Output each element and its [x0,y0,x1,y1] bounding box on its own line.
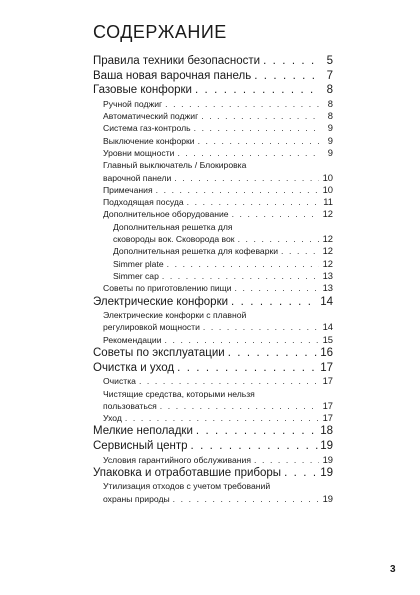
dot-leader [201,110,319,122]
toc-entry[interactable] [93,69,333,84]
toc-entry-page: 14 [320,295,333,308]
toc-entry[interactable] [93,375,333,387]
toc-entry-label-line: Чистящие средства, которыми нельзя [103,388,255,399]
toc-entry-label: Рекомендации [103,334,162,345]
dot-leader [203,321,319,333]
toc-entry-label: Автоматический поджиг [103,111,199,122]
toc-entry-page: 15 [322,333,333,345]
toc-entry-label: Упаковка и отработавшие приборы [93,466,282,479]
dot-leader [165,334,319,346]
toc-entry-label: Мелкие неполадки [93,425,193,438]
dot-leader [196,424,318,439]
dot-leader [263,54,319,69]
toc-entry[interactable] [93,122,333,134]
dot-leader [235,282,319,294]
toc-entry-page: 8 [326,84,333,97]
page-number: 3 [390,564,396,575]
dot-leader [190,439,318,454]
toc-entry[interactable] [93,258,333,270]
toc-entry-page: 9 [327,134,333,146]
toc-entry-label-line: Дополнительная решетка для [113,221,233,232]
toc-entry-page: 19 [322,453,333,465]
toc-entry-page: 12 [322,245,333,257]
dot-leader [284,466,318,481]
dot-leader [173,493,319,505]
toc-entry[interactable] [93,196,333,208]
toc-entry[interactable] [93,233,333,245]
toc-entry-label: Simmer plate [113,258,164,269]
toc-entry[interactable] [93,412,333,424]
dot-leader [194,122,319,134]
toc-entry-label: Ручной поджиг [103,98,163,109]
toc-entry-label: Система газ-контроль [103,123,191,134]
toc-entry-label: регулировкой мощности [103,322,200,333]
toc-entry-page: 16 [320,347,333,360]
toc-entry-page: 19 [320,466,333,479]
toc-entry[interactable] [93,346,333,361]
toc-entry[interactable] [93,321,333,333]
dot-leader [254,69,319,84]
toc-entry-page: 12 [322,257,333,269]
toc-entry-page: 12 [322,208,333,220]
toc-entry-label: Уровни мощности [103,147,175,158]
toc-entry-page: 13 [322,269,333,281]
toc-entry[interactable] [93,83,333,98]
toc-entry-label: Примечания [103,184,153,195]
dot-leader [165,98,319,110]
toc-entry-label: Simmer cap [113,270,159,281]
toc-entry[interactable] [93,466,333,481]
toc-entry-page: 10 [322,183,333,195]
toc-entry-page: 13 [322,282,333,294]
toc-entry[interactable] [93,400,333,412]
toc-entry-label: Дополнительная решетка для кофеварки [113,246,279,257]
dot-leader [177,147,319,159]
toc-entry-page: 19 [320,439,333,452]
toc-entry-page: 17 [322,412,333,424]
toc-entry-label: пользоваться [103,400,157,411]
toc-entry[interactable] [93,282,333,294]
toc-entry[interactable] [93,135,333,147]
dot-leader [162,270,319,282]
toc-entry-label: сковороды вок. Сковорода вок [113,234,235,245]
toc-entry[interactable] [93,245,333,257]
toc-entry[interactable] [93,454,333,466]
toc-entry[interactable] [93,270,333,282]
toc-entry[interactable] [93,147,333,159]
toc-entry-page: 14 [322,321,333,333]
toc-entry[interactable] [93,334,333,346]
toc-entry-page: 17 [322,399,333,411]
dot-leader [125,412,319,424]
toc-entry-label: Очистка и уход [93,361,175,374]
toc-entry-page: 5 [326,55,333,67]
dot-leader [187,196,319,208]
toc-entry-page: 8 [327,110,333,122]
toc-entry-label: Сервисный центр [93,439,188,452]
dot-leader [160,400,319,412]
toc-entry-page: 18 [320,425,333,438]
table-of-contents [93,54,333,505]
toc-entry-page: 9 [327,122,333,134]
toc-entry-label: Выключение конфорки [103,135,195,146]
toc-entry[interactable] [93,493,333,505]
toc-entry-label: Электрические конфорки [93,295,229,308]
dot-leader [174,172,319,184]
toc-entry[interactable] [93,361,333,376]
toc-entry-label: Правила техники безопасности [93,55,261,67]
toc-entry[interactable] [93,110,333,122]
toc-entry-label: Советы по эксплуатации [93,347,225,360]
toc-entry[interactable] [93,54,333,69]
toc-entry[interactable] [93,439,333,454]
toc-entry-page: 10 [322,171,333,183]
toc-entry-label-line: Утилизация отходов с учетом требований [103,481,271,492]
toc-entry[interactable] [93,424,333,439]
dot-leader [195,83,319,98]
toc-entry-label-line: Электрические конфорки с плавной [103,310,247,321]
toc-entry-label: Условия гарантийного обслуживания [103,454,251,465]
dot-leader [198,135,319,147]
toc-entry-label: Газовые конфорки [93,84,192,97]
page-title: СОДЕРЖАНИЕ [93,22,227,42]
toc-entry-label: варочной панели [103,172,172,183]
toc-entry-page: 17 [322,375,333,387]
toc-entry-page: 7 [326,69,333,82]
dot-leader [139,375,319,387]
toc-entry[interactable] [93,208,333,220]
dot-leader [281,245,319,257]
dot-leader [167,258,319,270]
toc-entry-label: охраны природы [103,493,170,504]
toc-entry-label: Советы по приготовлению пищи [103,283,232,294]
dot-leader [231,295,318,310]
dot-leader [232,208,319,220]
toc-entry[interactable] [93,184,333,196]
toc-entry-label-line: Главный выключатель / Блокировка [103,160,247,171]
toc-entry-label: Подходящая посуда [103,197,184,208]
toc-entry-label: Ваша новая варочная панель [93,69,252,82]
toc-entry[interactable] [93,98,333,110]
toc-entry-page: 17 [320,361,333,374]
dot-leader [228,346,319,361]
dot-leader [238,233,319,245]
dot-leader [156,184,319,196]
toc-entry[interactable] [93,295,333,310]
dot-leader [177,361,318,376]
toc-entry-page: 19 [322,492,333,504]
toc-entry-page: 9 [327,146,333,158]
toc-entry-page: 12 [322,233,333,245]
dot-leader [254,454,319,466]
toc-entry-label: Очистка [103,376,136,387]
toc-entry-label: Дополнительное оборудование [103,209,229,220]
toc-entry-page: 11 [323,196,333,208]
toc-entry-page: 8 [327,97,333,109]
toc-entry[interactable] [93,172,333,184]
toc-entry-label: Уход [103,413,122,424]
